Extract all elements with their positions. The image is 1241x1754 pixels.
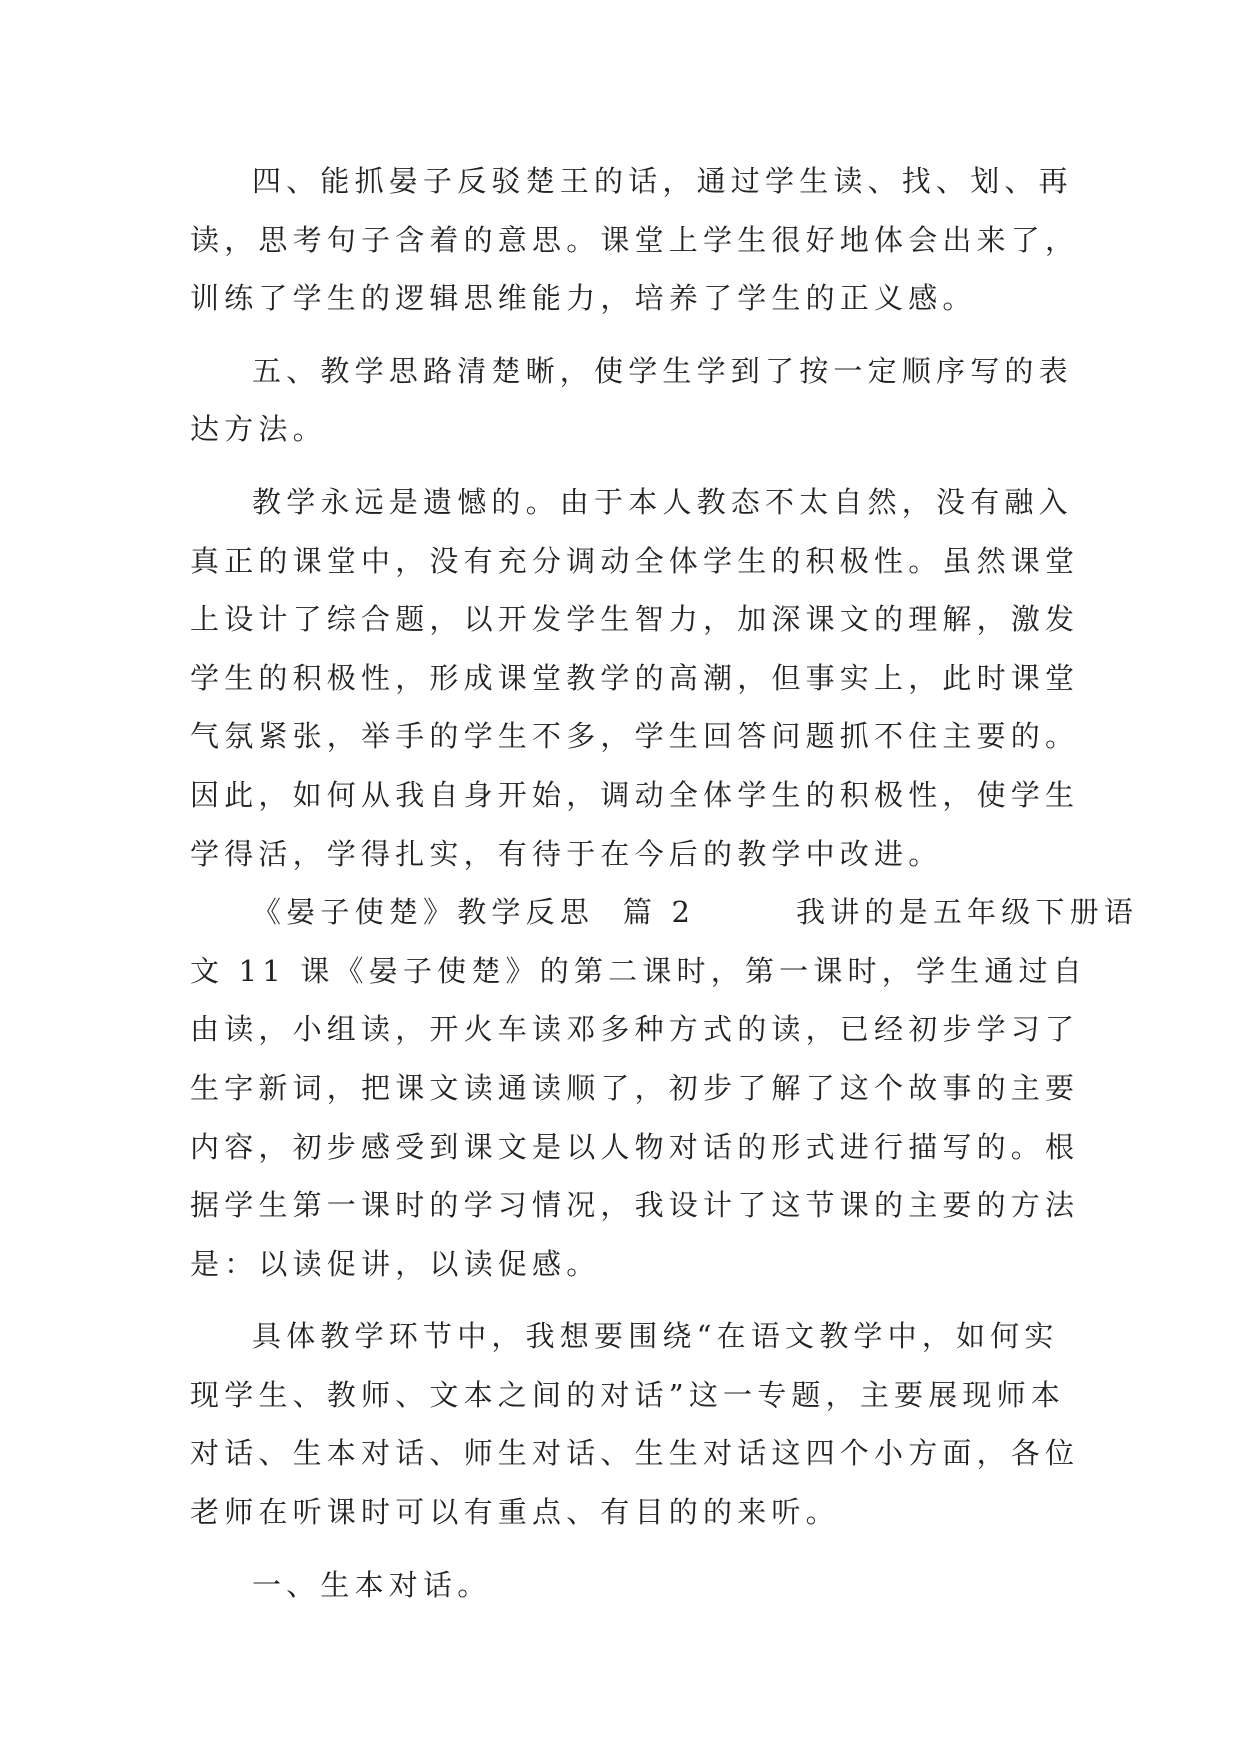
text-line: 学生的积极性，形成课堂教学的高潮，但事实上，此时课堂 xyxy=(190,660,1080,695)
text-line: 教学永远是遗憾的。由于本人教态不太自然，没有融入 xyxy=(252,484,1073,519)
text-line: 真正的课堂中，没有充分调动全体学生的积极性。虽然课堂 xyxy=(190,543,1080,578)
text-line: 一、生本对话。 xyxy=(252,1567,492,1602)
paragraph xyxy=(190,342,1073,459)
paragraph xyxy=(190,1307,1080,1541)
text-line: 文 11 课《晏子使楚》的第二课时，第一课时，学生通过自 xyxy=(190,953,1087,988)
paragraph xyxy=(190,473,1080,883)
text-line: 气氛紧张，举手的学生不多，学生回答问题抓不住主要的。 xyxy=(190,719,1080,754)
text-line: 是：以读促讲，以读促感。 xyxy=(190,1246,601,1281)
text-line: 训练了学生的逻辑思维能力，培养了学生的正义感。 xyxy=(190,281,977,316)
text-line: 达方法。 xyxy=(190,412,327,447)
text-line: 由读，小组读，开火车读邓多种方式的读，已经初步学习了 xyxy=(190,1012,1080,1047)
text-line: 读，思考句子含着的意思。课堂上学生很好地体会出来了， xyxy=(190,222,1080,257)
text-line: 四、能抓晏子反驳楚王的话，通过学生读、找、划、再 xyxy=(252,164,1073,198)
text-line: 学得活，学得扎实，有待于在今后的教学中改进。 xyxy=(190,836,943,871)
text-line: 老师在听课时可以有重点、有目的的来听。 xyxy=(190,1495,840,1530)
document-body xyxy=(190,152,1139,1614)
text-line: 对话、生本对话、师生对话、生生对话这四个小方面，各位 xyxy=(190,1436,1080,1471)
text-line: 五、教学思路清楚晰，使学生学到了按一定顺序写的表 xyxy=(252,353,1073,388)
text-line: 上设计了综合题，以开发学生智力，加深课文的理解，激发 xyxy=(190,602,1080,637)
text-line: 因此，如何从我自身开始，调动全体学生的积极性，使学生 xyxy=(190,777,1080,812)
text-line: 内容，初步感受到课文是以人物对话的形式进行描写的。根 xyxy=(190,1129,1080,1164)
text-line: 现学生、教师、文本之间的对话”这一专题，主要展现师本 xyxy=(190,1377,1066,1412)
paragraph xyxy=(190,1556,1070,1615)
text-line: 《晏子使楚》教学反思 篇 2 我讲的是五年级下册语 xyxy=(252,895,1139,930)
paragraph xyxy=(190,883,1139,1293)
text-line: 具体教学环节中，我想要围绕“在语文教学中，如何实 xyxy=(252,1319,1059,1354)
text-line: 生字新词，把课文读通读顺了，初步了解了这个故事的主要 xyxy=(190,1070,1080,1105)
paragraph xyxy=(190,152,1080,328)
text-line: 据学生第一课时的学习情况，我设计了这节课的主要的方法 xyxy=(190,1188,1080,1223)
